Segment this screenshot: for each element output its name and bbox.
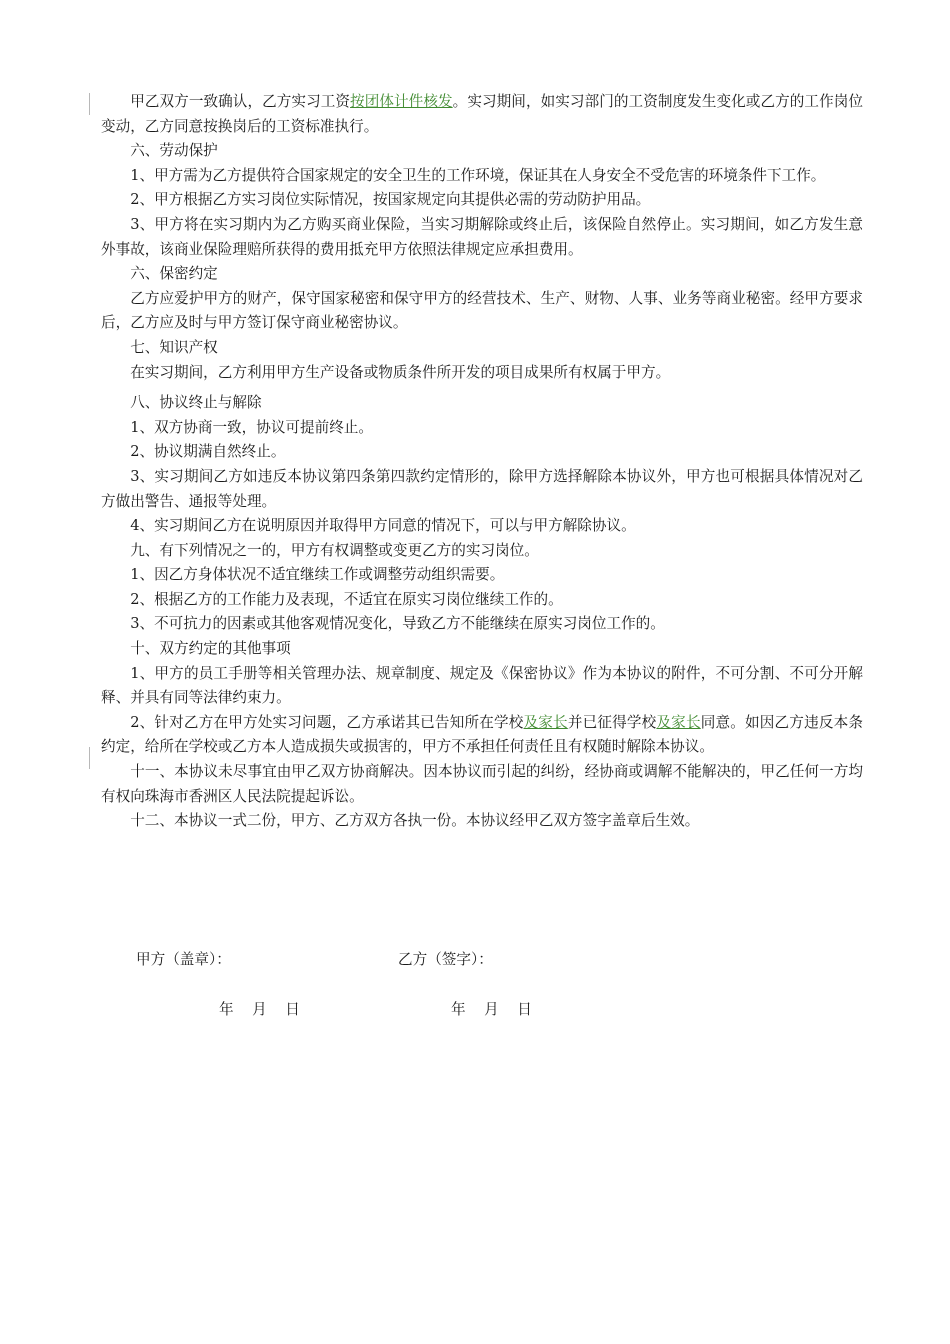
text-segment: 2、针对乙方在甲方处实习问题，乙方承诺其已告知所在学校	[130, 713, 524, 731]
text-segment: 并已征得学校	[567, 713, 657, 731]
paragraph: 六、保密约定	[130, 265, 218, 283]
paragraph: 九、有下列情况之一的，甲方有权调整或变更乙方的实习岗位。	[130, 541, 539, 559]
paragraph: 十一、本协议未尽事宜由甲乙双方协商解决。因本协议而引起的纠纷，经协商或调解不能解决的，甲乙任何一方均有权向珠海市香洲区人民法院提起诉讼。	[101, 763, 863, 805]
paragraph: 1、甲方的员工手册等相关管理办法、规章制度、规定及《保密协议》作为本协议的附件，不可分割、不可分开解释、并具有同等法律约束力。	[101, 664, 863, 707]
paragraph: 4、实习期间乙方在说明原因并取得甲方同意的情况下，可以与甲方解除协议。	[130, 517, 636, 535]
paragraph: 3、不可抗力的因素或其他客观情况变化，导致乙方不能继续在原实习岗位工作的。	[130, 615, 665, 633]
paragraph: 2、甲方根据乙方实习岗位实际情况，按国家规定向其提供必需的劳动防护用品。	[130, 191, 651, 209]
paragraph: 乙方应爱护甲方的财产，保守国家秘密和保守甲方的经营技术、生产、财物、人事、业务等商业秘密。经甲方要求后，乙方应及时与甲方签订保守商业秘密协议。	[101, 289, 863, 332]
change-bar	[89, 93, 90, 115]
party-b-date: 年 月 日	[451, 1001, 532, 1018]
paragraph: 在实习期间，乙方利用甲方生产设备或物质条件所开发的项目成果所有权属于甲方。	[130, 363, 671, 381]
paragraph: 八、协议终止与解除	[130, 394, 262, 412]
paragraph: 3、实习期间乙方如违反本协议第四条第四款约定情形的，除甲方选择解除本协议外，甲方也可根据具体情况对乙方做出警告、通报等处理。	[101, 467, 863, 510]
tracked-insertion: 及家长	[656, 713, 701, 731]
paragraph	[101, 711, 863, 760]
tracked-insertion: 按团体计件核发	[350, 93, 453, 110]
text-segment: 同意。如因乙方违反本条约定，给所在学校或乙方本人造成损失或损害的，甲方不承担任何责任且有权随时解除本协议。	[101, 713, 863, 756]
agreement-body	[101, 90, 863, 834]
change-bar	[89, 747, 90, 769]
party-b-sign-label: 乙方（签字）：	[398, 951, 493, 968]
paragraph: 3、甲方将在实习期内为乙方购买商业保险，当实习期解除或终止后，该保险自然停止。实习期间，如乙方发生意外事故，该商业保险理赔所获得的费用抵充甲方依照法律规定应承担费用。	[101, 215, 863, 258]
paragraph: 十二、本协议一式二份，甲方、乙方双方各执一份。本协议经甲乙双方签字盖章后生效。	[130, 812, 700, 830]
paragraph: 十、双方约定的其他事项	[130, 640, 291, 658]
paragraph: 1、甲方需为乙方提供符合国家规定的安全卫生的工作环境，保证其在人身安全不受危害的环境条件下工作。	[130, 166, 826, 184]
party-a-date: 年 月 日	[219, 1001, 300, 1018]
tracked-insertion: 及家长	[523, 713, 568, 731]
paragraph: 2、协议期满自然终止。	[130, 443, 286, 461]
paragraph: 六、劳动保护	[130, 142, 218, 160]
text-segment: 。实习期间，如实习部门的工资制度发生变化或乙方的工作岗位变动，乙方同意按换岗后的工资标准执行。	[101, 93, 863, 135]
paragraph: 2、根据乙方的工作能力及表现，不适宜在原实习岗位继续工作的。	[130, 590, 563, 608]
paragraph: 七、知识产权	[130, 338, 218, 356]
party-a-seal-label: 甲方（盖章）：	[136, 951, 231, 968]
text-segment: 甲乙双方一致确认，乙方实习工资	[130, 93, 351, 110]
paragraph	[101, 90, 863, 139]
paragraph: 1、因乙方身体状况不适宜继续工作或调整劳动组织需要。	[130, 566, 505, 584]
paragraph: 1、双方协商一致，协议可提前终止。	[130, 418, 373, 436]
